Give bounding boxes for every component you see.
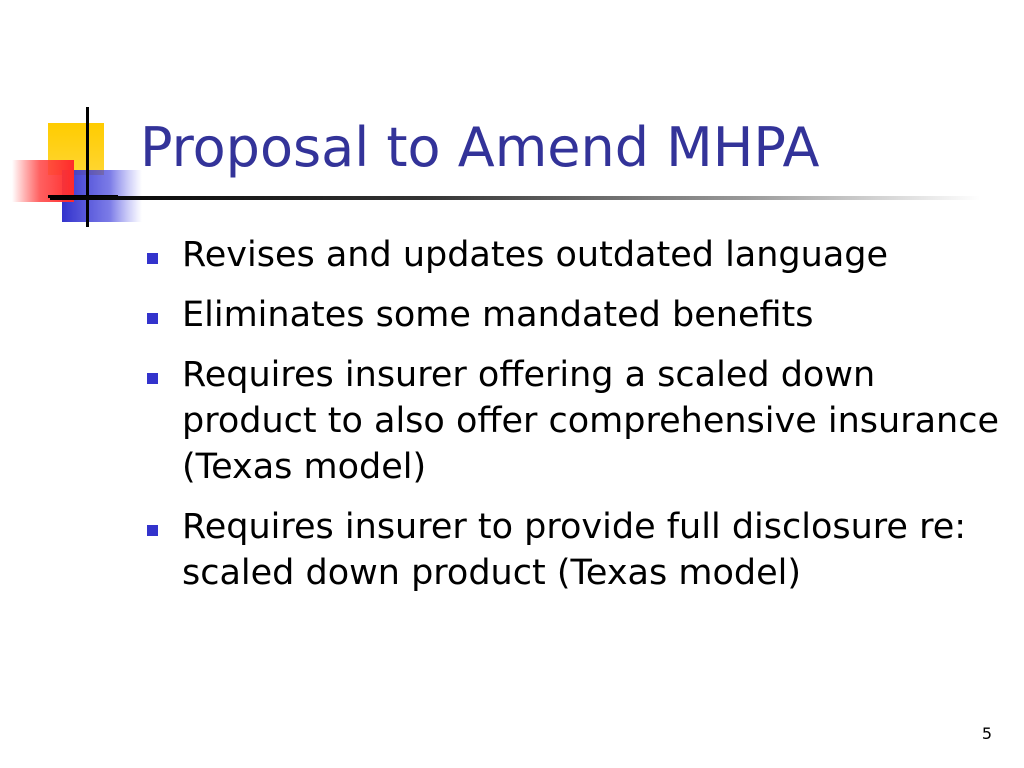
bullet-text: Revises and updates outdated language bbox=[182, 235, 889, 275]
bullet-text: Eliminates some mandated benefits bbox=[182, 295, 814, 335]
square-bullet-icon bbox=[147, 373, 158, 384]
title-underline bbox=[50, 196, 980, 200]
bullet-item bbox=[144, 352, 1004, 490]
slide-number: 5 bbox=[981, 724, 992, 743]
bullet-item bbox=[144, 292, 1004, 338]
square-bullet-icon bbox=[147, 253, 158, 264]
logo-vertical-line bbox=[86, 107, 89, 227]
bullet-item bbox=[144, 504, 1004, 596]
square-bullet-icon bbox=[147, 313, 158, 324]
bullet-text: Requires insurer offering a scaled down product to also offer comprehensive insurance (Texas model) bbox=[182, 355, 999, 487]
bullet-list bbox=[144, 232, 1004, 610]
bullet-item bbox=[144, 232, 1004, 278]
slide-title: Proposal to Amend MHPA bbox=[140, 116, 820, 179]
colored-squares-logo-icon bbox=[10, 105, 150, 235]
bullet-text: Requires insurer to provide full disclosure re: scaled down product (Texas model) bbox=[182, 507, 967, 593]
square-bullet-icon bbox=[147, 525, 158, 536]
